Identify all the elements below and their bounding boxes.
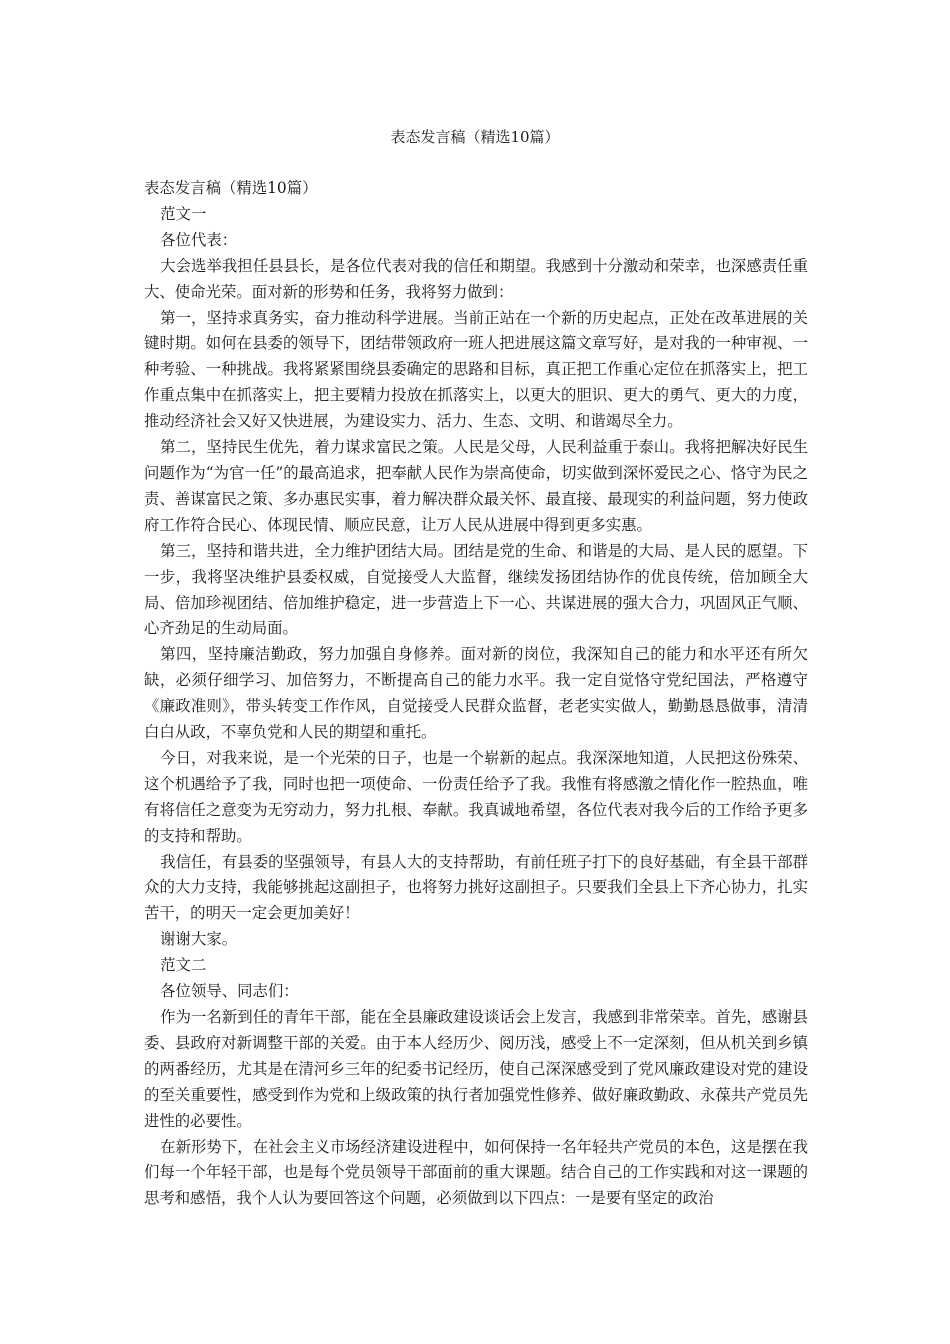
paragraph: 作为一名新到任的青年干部，能在全县廉政建设谈话会上发言，我感到非常荣幸。首先，感谢县委、县政府对新调整干部的关爱。由于本人经历少、阅历浅，感受上不一定深刻，但从机关到乡镇的两番经历，尤其是在清河乡三年的纪委书记经历，使自己深深感受到了党风廉政建设对党的建设的至关重要性，感受到作为党和上级政策的执行者加强党性修养、做好廉政勤政、永葆共产党员先进性的必要性。 <box>144 1008 808 1130</box>
paragraph: 各位领导、同志们： <box>160 982 299 1001</box>
paragraph: 今日，对我来说，是一个光荣的日子，也是一个崭新的起点。我深深地知道，人民把这份殊荣、这个机遇给予了我，同时也把一项使命、一份责任给予了我。我惟有将感激之情化作一腔热血，唯有将信任之意变为无穷动力，努力扎根、奉献。我真诚地希望，各位代表对我今后的工作给予更多的支持和帮助。 <box>144 748 808 845</box>
paragraph: 第三，坚持和谐共进，全力维护团结大局。团结是党的生命、和谐是的大局、是人民的愿望。下一步，我将坚决维护县委权威，自觉接受人大监督，继续发扬团结协作的优良传统，倍加顾全大局、倍加珍视团结、倍加维护稳定，进一步营造上下一心、共谋进展的强大合力，巩固风正气顺、心齐劲足的生动局面。 <box>144 541 808 638</box>
paragraph: 范文二 <box>160 956 207 975</box>
paragraph: 第一，坚持求真务实，奋力推动科学进展。当前正站在一个新的历史起点，正处在改革进展的关键时期。如何在县委的领导下，团结带领政府一班人把进展这篇文章写好，是对我的一种审视、一种考验、一种挑战。我将紧紧围绕县委确定的思路和目标，真正把工作重心定位在抓落实上，把工作重点集中在抓落实上，把主要精力投放在抓落实上，以更大的胆识、更大的勇气、更大的力度，推动经济社会又好又快进展，为建设实力、活力、生态、文明、和谐竭尽全力。 <box>144 308 808 431</box>
paragraph: 表态发言稿（精选10篇） <box>144 179 318 197</box>
paragraph: 范文一 <box>160 204 207 223</box>
paragraph: 各位代表： <box>160 230 238 249</box>
document-title: 表态发言稿（精选10篇） <box>390 128 560 146</box>
paragraph: 在新形势下，在社会主义市场经济建设进程中，如何保持一名年轻共产党员的本色，这是摆在我们每一个年轻干部，也是每个党员领导干部面前的重大课题。结合自己的工作实践和对这一课题的思考和感悟，我个人认为要回答这个问题，必须做到以下四点：一是要有坚定的政治 <box>144 1137 808 1208</box>
paragraph: 第二，坚持民生优先，着力谋求富民之策。人民是父母，人民利益重于泰山。我将把解决好民生问题作为“为官一任”的最高追求，把奉献人民作为崇高使命，切实做到深怀爱民之心、恪守为民之责、善谋富民之策、多办惠民实事，着力解决群众最关怀、最直接、最现实的利益问题，努力使政府工作符合民心、体现民情、顺应民意，让万人民从进展中得到更多实惠。 <box>144 438 808 534</box>
document-body <box>144 176 808 1212</box>
paragraph: 第四，坚持廉洁勤政，努力加强自身修养。面对新的岗位，我深知自己的能力和水平还有所欠缺，必须仔细学习、加倍努力，不断提高自己的能力水平。我一定自觉恪守党纪国法，严格遵守《廉政准则》，带头转变工作作风，自觉接受人民群众监督，老老实实做人，勤勤恳恳做事，清清白白从政，不辜负党和人民的期望和重托。 <box>144 645 808 742</box>
paragraph: 谢谢大家。 <box>160 930 238 949</box>
paragraph: 大会选举我担任县县长，是各位代表对我的信任和期望。我感到十分激动和荣幸，也深感责任重大、使命光荣。面对新的形势和任务，我将努力做到： <box>144 256 808 301</box>
paragraph: 我信任，有县委的坚强领导，有县人大的支持帮助，有前任班子打下的良好基础，有全县干部群众的大力支持，我能够挑起这副担子，也将努力挑好这副担子。只要我们全县上下齐心协力，扎实苦干，的明天一定会更加美好！ <box>144 852 808 923</box>
